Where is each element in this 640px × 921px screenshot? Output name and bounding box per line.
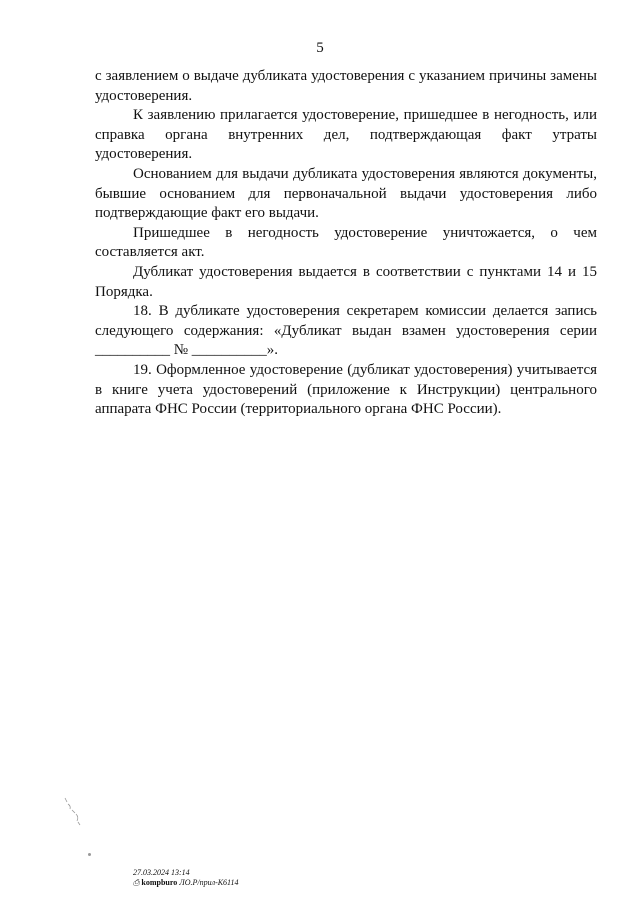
paragraph-grounds: Основанием для выдачи дубликата удостоверения являются документы, бывшие основанием для первоначальной выдачи удостоверения либо подтверждающие факт его выдачи. bbox=[95, 165, 597, 222]
footer-timestamp: 27.03.2024 13:14 bbox=[133, 868, 190, 877]
paragraph-continuation: с заявлением о выдаче дубликата удостоверения с указанием причины замены удостоверения. bbox=[95, 68, 597, 104]
paragraph-destruction: Пришедшее в негодность удостоверение уничтожается, о чем составляется акт. bbox=[95, 224, 597, 261]
printer-icon: ⎙ bbox=[133, 878, 140, 887]
footer-stamp bbox=[133, 868, 238, 888]
page-number: 5 bbox=[316, 40, 324, 56]
scan-mark-icon bbox=[62, 796, 84, 826]
paragraph-issuance: Дубликат удостоверения выдается в соответствии с пунктами 14 и 15 Порядка. bbox=[95, 263, 597, 300]
footer-brand: kompburo bbox=[141, 878, 178, 887]
footer-code: ЛО.Р/прил-К6114 bbox=[179, 878, 239, 887]
scan-dot bbox=[88, 853, 91, 856]
paragraph-attachment: К заявлению прилагается удостоверение, пришедшее в негодность, или справка органа внутренних дел, подтверждающая факт утраты удостоверения. bbox=[95, 107, 597, 163]
paragraph-19: 19. Оформленное удостоверение (дубликат удостоверения) учитывается в книге учета удостоверений (приложение к Инструкции) центрального аппарата ФНС России (территориального органа ФНС России). bbox=[95, 361, 597, 418]
document-body bbox=[95, 67, 597, 420]
footer-line bbox=[133, 878, 238, 888]
paragraph-18: 18. В дубликате удостоверения секретарем комиссии делается запись следующего содержания: «Дубликат выдан взамен удостоверения серии __________ № __________». bbox=[95, 303, 597, 359]
